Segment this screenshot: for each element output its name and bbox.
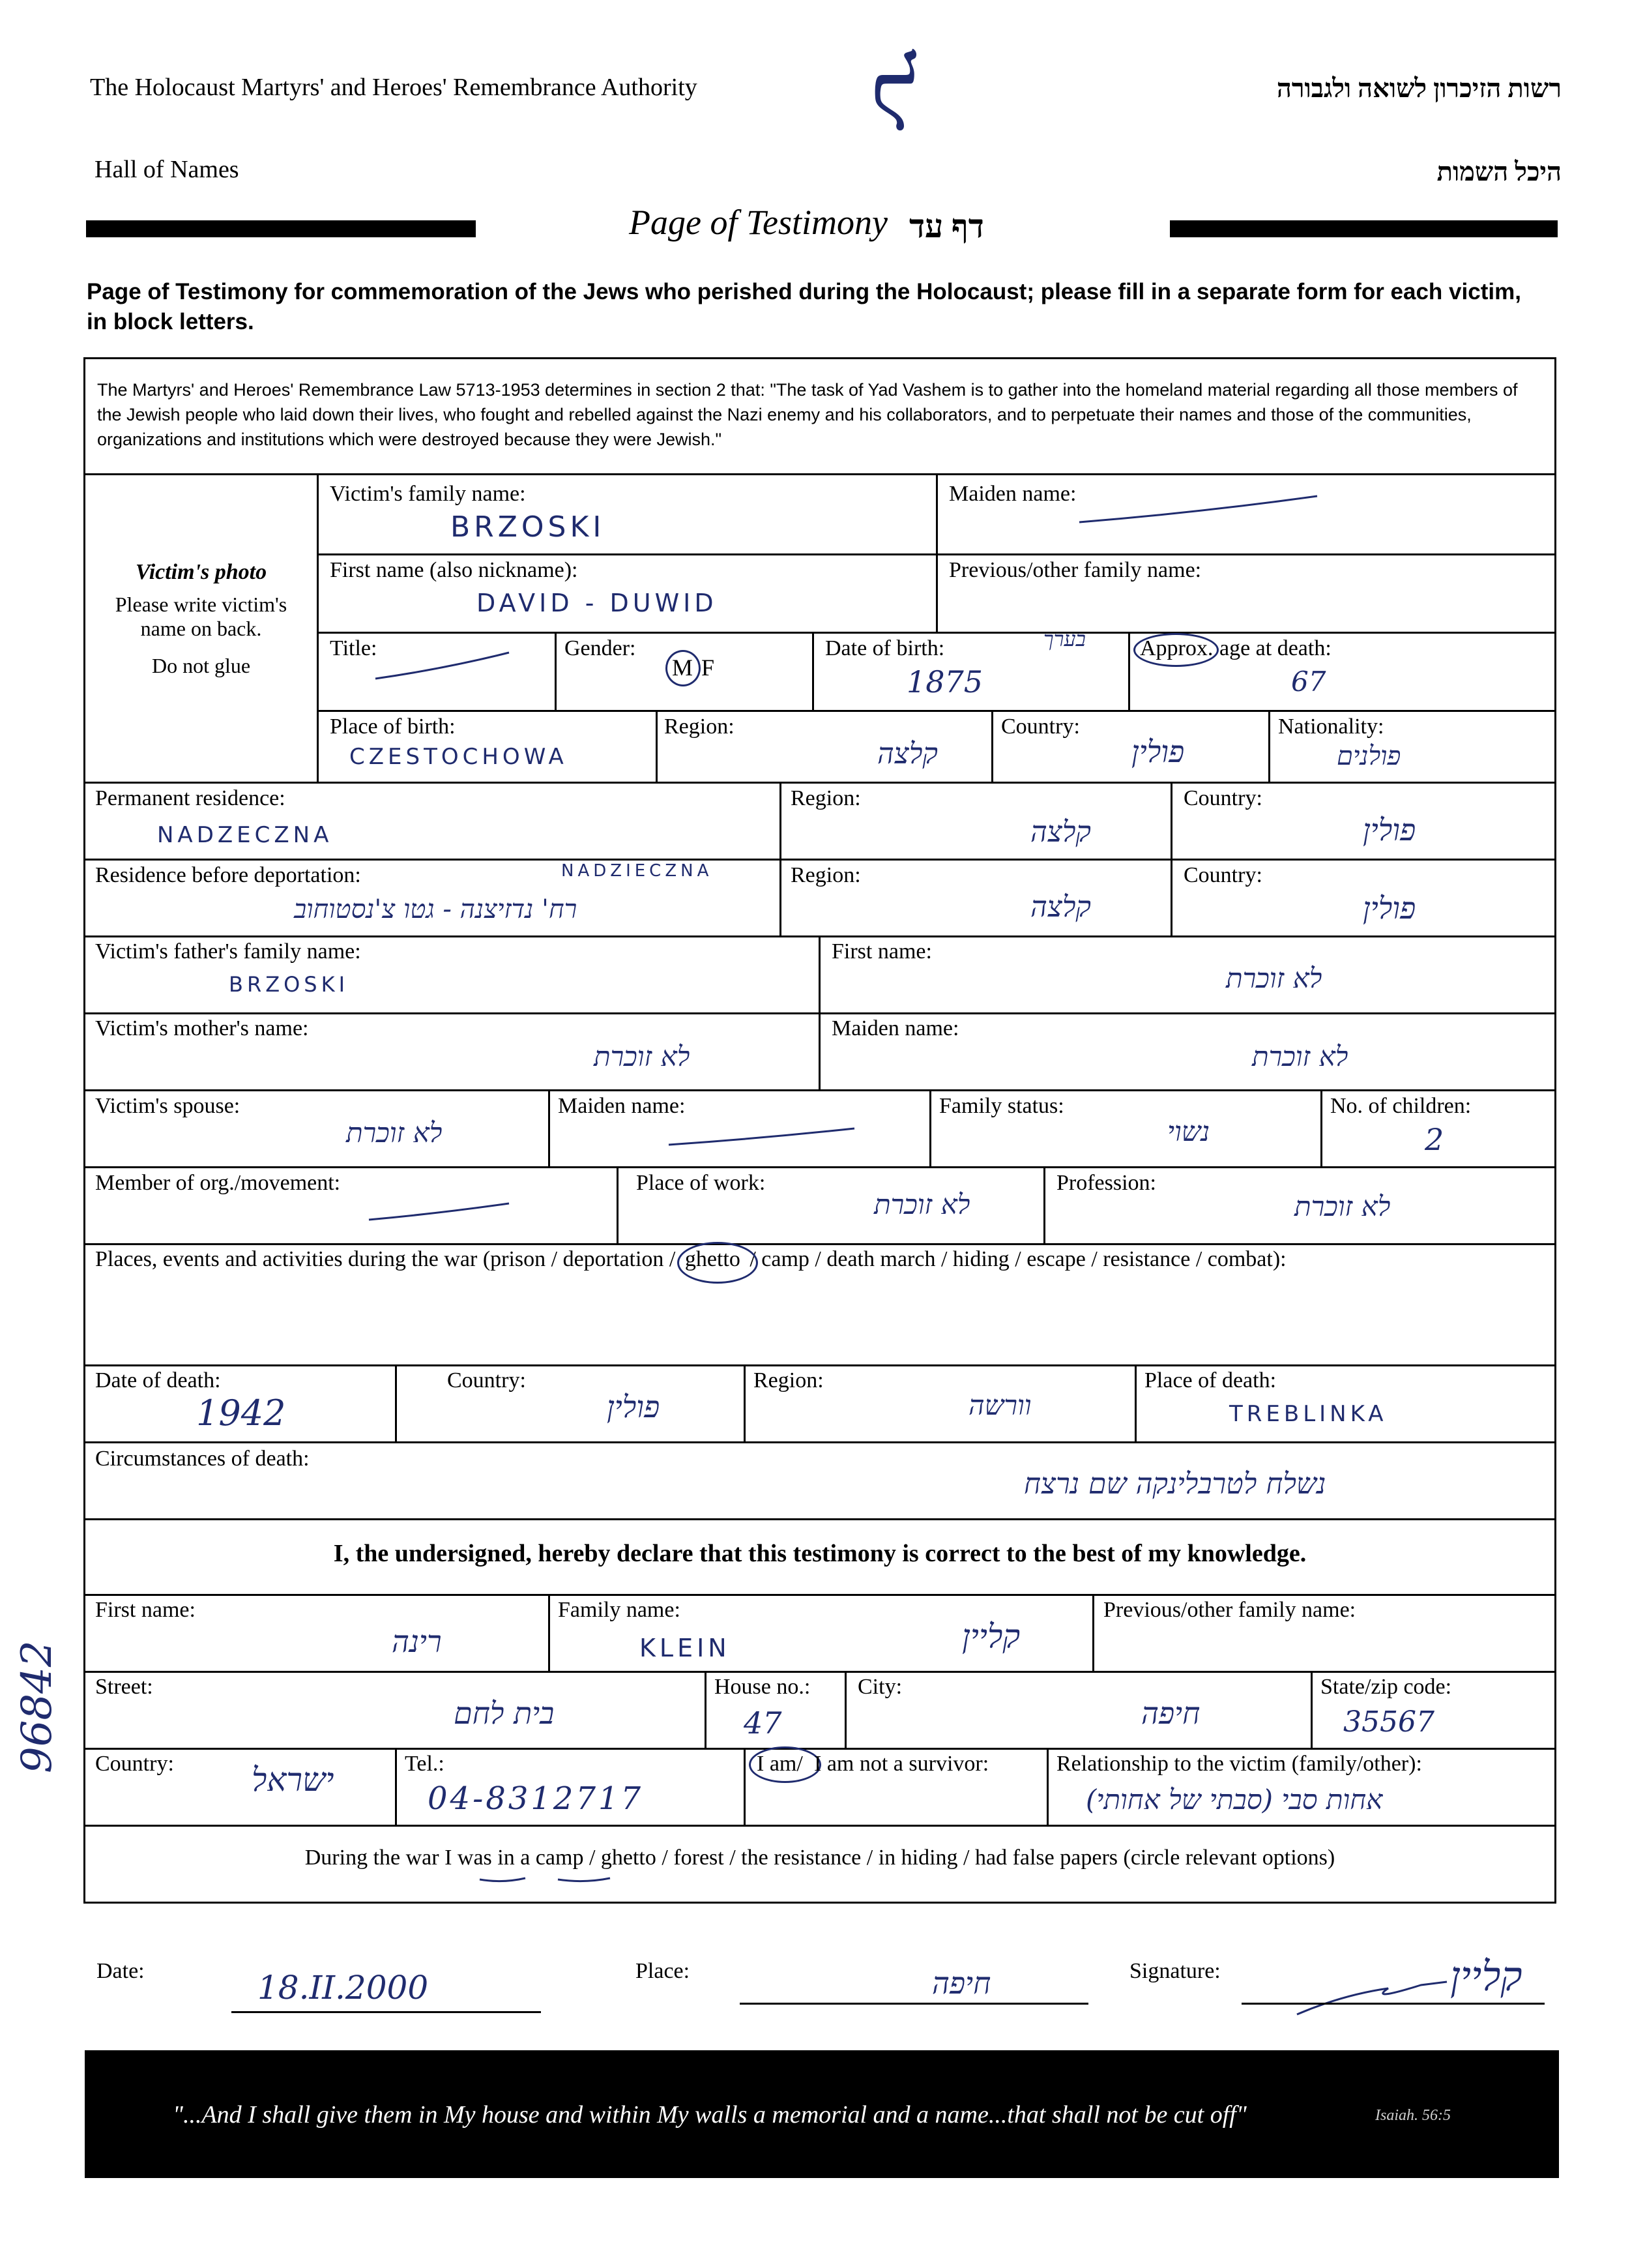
page-title-he: דף עד: [909, 208, 984, 244]
victim-photo-area: [85, 475, 317, 782]
gender-m-circle: [665, 650, 701, 686]
camp-ghetto-underline: [476, 1873, 620, 1886]
perm-region-label: Region:: [791, 786, 861, 810]
places-ghetto-text: ghetto: [684, 1247, 740, 1271]
hall-of-names-en: Hall of Names: [95, 156, 239, 183]
profession-value[interactable]: לא זוכרת: [1294, 1190, 1391, 1222]
prev-family-name-label: Previous/other family name:: [949, 558, 1202, 582]
place-of-death-label: Place of death:: [1144, 1368, 1277, 1392]
gender-m[interactable]: M: [672, 655, 693, 681]
page-title-en: Page of Testimony: [629, 203, 888, 242]
places-label-part-a: Places, events and activities during the war (prison / deportation /: [95, 1247, 676, 1271]
mother-label: Victim's mother's name:: [95, 1016, 309, 1040]
approx-label: Approx.: [1140, 636, 1214, 660]
father-family-value[interactable]: BRZOSKI: [229, 972, 349, 997]
submitter-family-he[interactable]: קליין: [962, 1617, 1021, 1655]
res-country-label: Country:: [1184, 863, 1262, 887]
relationship-label: Relationship to the victim (family/other):: [1056, 1752, 1422, 1776]
father-first-value[interactable]: לא זוכרת: [1226, 962, 1322, 994]
approx-circle: [1133, 633, 1219, 667]
spouse-maiden-dash: [665, 1119, 861, 1151]
places-label-part-b: / camp / death march / hiding / escape / resistance / combat):: [750, 1247, 1287, 1271]
handwritten-mark: ל: [870, 39, 916, 153]
zip-value[interactable]: 35567: [1343, 1705, 1434, 1739]
city-value[interactable]: חיפה: [1141, 1696, 1201, 1731]
dob-note: בערך: [1043, 626, 1086, 651]
date-of-death-value[interactable]: 1942: [196, 1392, 286, 1434]
submitter-prev-family-label: Previous/other family name:: [1103, 1598, 1356, 1622]
circumstances-label: Circumstances of death:: [95, 1447, 310, 1471]
nationality-value[interactable]: פולנים: [1337, 741, 1401, 771]
house-no-value[interactable]: 47: [744, 1705, 782, 1741]
survivor-label: I am not a survivor:: [814, 1752, 989, 1776]
places-during-war-label: [95, 1247, 1287, 1272]
declaration-text: I, the undersigned, hereby declare that this testimony is correct to the best of my knowledge.: [333, 1540, 1307, 1567]
death-country-value[interactable]: פולין: [607, 1389, 660, 1424]
member-dash: [366, 1194, 516, 1226]
authority-name-en: The Holocaust Martyrs' and Heroes' Remembrance Authority: [90, 74, 697, 101]
first-name-value[interactable]: DAVID - DUWID: [476, 589, 718, 617]
intro-text: Page of Testimony for commemoration of the Jews who perished during the Holocaust; please fill in a separate form for each victim, in block letters.: [87, 279, 1521, 334]
signature-value[interactable]: קליין: [1450, 1952, 1522, 2000]
submitter-family-label: Family name:: [558, 1598, 680, 1622]
title-label: Title:: [330, 636, 377, 660]
age-at-death-label: age at death:: [1219, 636, 1332, 660]
perm-res-value[interactable]: NADZECZNA: [157, 822, 333, 848]
dob-label: Date of birth:: [825, 636, 945, 660]
during-war-options[interactable]: During the war I was in a camp / ghetto / forest / the resistance / in hiding / had false papers (circle relevant options): [304, 1846, 1335, 1870]
gender-f[interactable]: F: [701, 655, 715, 681]
submitter-first-value[interactable]: רינה: [392, 1624, 442, 1659]
family-name-label: Victim's family name:: [330, 482, 526, 506]
spouse-maiden-label: Maiden name:: [558, 1094, 686, 1118]
title-dash: [372, 646, 516, 685]
spouse-label: Victim's spouse:: [95, 1094, 240, 1118]
tel-label: Tel.:: [405, 1752, 444, 1776]
i-am-circle: [749, 1746, 821, 1783]
side-stamp-number: 96842: [13, 1640, 61, 1773]
street-value[interactable]: בית לחם: [454, 1696, 555, 1731]
res-before-label: Residence before deportation:: [95, 863, 361, 887]
place-of-work-value[interactable]: לא זוכרת: [874, 1188, 970, 1220]
signature-label: Signature:: [1129, 1959, 1221, 1983]
submitter-family-latin[interactable]: KLEIN: [639, 1634, 731, 1662]
place-of-death-value[interactable]: TREBLINKA: [1229, 1401, 1388, 1427]
first-name-label: First name (also nickname):: [330, 558, 578, 582]
death-region-value[interactable]: וורשה: [968, 1389, 1032, 1421]
perm-country-value[interactable]: פולין: [1363, 812, 1416, 847]
relationship-value[interactable]: אחות סבי (סבתי של אחותי): [1086, 1784, 1383, 1816]
photo-instruction-3: Do not glue: [151, 654, 251, 677]
res-before-he[interactable]: רח' נדזיצנה - גטו צ'נסטוחוב: [294, 894, 577, 924]
footer-reference: Isaiah. 56:5: [1375, 2107, 1451, 2124]
date-value[interactable]: 18.II.2000: [257, 1969, 429, 2007]
house-no-label: House no.:: [714, 1675, 811, 1699]
pob-country-value[interactable]: פולין: [1131, 734, 1185, 769]
ghetto-circle: [677, 1242, 758, 1284]
res-region-value[interactable]: קלצה: [1030, 891, 1091, 924]
father-first-label: First name:: [832, 939, 932, 964]
member-label: Member of org./movement:: [95, 1171, 341, 1195]
pob-country-label: Country:: [1001, 714, 1080, 739]
title-bar-right: [1170, 220, 1558, 237]
res-region-label: Region:: [791, 863, 861, 887]
title-bar-left: [86, 220, 476, 237]
pob-label: Place of birth:: [330, 714, 456, 739]
date-of-death-label: Date of death:: [95, 1368, 221, 1392]
mother-maiden-label: Maiden name:: [832, 1016, 959, 1040]
family-name-value[interactable]: BRZOSKI: [450, 510, 605, 544]
age-at-death-value[interactable]: 67: [1291, 666, 1326, 698]
authority-name-he: רשות הזיכרון לשואה ולגבורה: [1276, 74, 1562, 103]
photo-instruction-1: Please write victim's: [115, 593, 287, 616]
children-label: No. of children:: [1330, 1094, 1472, 1118]
mother-maiden-value[interactable]: לא זוכרת: [1252, 1040, 1348, 1072]
perm-country-label: Country:: [1184, 786, 1262, 810]
law-text: The Martyrs' and Heroes' Remembrance Law 5713-1953 determines in section 2 that: "The task of Yad Vashem is to gather into the homeland material regarding all those members of the Jewish people who laid down their lives, who fought and rebelled against the Nazi enemy and his collaborators, and to perpetuate their names and those of the communities, organizations and institutions which were destroyed because they were Jewish.": [97, 380, 1518, 449]
place-value[interactable]: חיפה: [932, 1966, 991, 2001]
death-country-label: Country:: [447, 1368, 526, 1392]
death-region-label: Region:: [753, 1368, 824, 1392]
perm-region-value[interactable]: קלצה: [1030, 816, 1091, 849]
places-ghetto-option[interactable]: [681, 1247, 744, 1272]
photo-instruction-2: name on back.: [140, 617, 262, 640]
maiden-name-dash: [1076, 490, 1324, 529]
maiden-name-label: Maiden name:: [949, 482, 1077, 506]
res-before-latin[interactable]: NADZIECZNA: [561, 861, 713, 881]
submitter-country-label: Country:: [95, 1752, 174, 1776]
family-status-value[interactable]: נשוי: [1167, 1115, 1210, 1147]
photo-title: Victim's photo: [135, 560, 267, 584]
pob-value[interactable]: CZESTOCHOWA: [349, 744, 568, 770]
children-value[interactable]: 2: [1425, 1122, 1444, 1157]
date-label: Date:: [96, 1959, 145, 1983]
family-status-label: Family status:: [939, 1094, 1064, 1118]
profession-label: Profession:: [1056, 1171, 1156, 1195]
res-country-value[interactable]: פולין: [1363, 891, 1416, 926]
pob-region-label: Region:: [664, 714, 735, 739]
testimony-form: [83, 357, 1556, 1904]
tel-value[interactable]: 04-8312717: [428, 1780, 644, 1817]
perm-res-label: Permanent residence:: [95, 786, 285, 810]
zip-label: State/zip code:: [1320, 1675, 1452, 1699]
place-label: Place:: [635, 1959, 690, 1983]
submitter-country-value[interactable]: ישראל: [252, 1761, 334, 1799]
father-family-label: Victim's father's family name:: [95, 939, 361, 964]
pob-region-value[interactable]: קלצה: [877, 737, 938, 771]
dob-value[interactable]: 1875: [907, 664, 983, 700]
submitter-first-label: First name:: [95, 1598, 196, 1622]
spouse-value[interactable]: לא זוכרת: [346, 1117, 443, 1149]
circumstances-value[interactable]: נשלח לטרבלינקה שם נרצח: [1024, 1467, 1326, 1501]
i-am-option[interactable]: I am/: [757, 1752, 803, 1776]
hall-of-names-he: היכל השמות: [1436, 157, 1562, 186]
signature-scribble: [1290, 1975, 1460, 2021]
gender-label: Gender:: [564, 636, 636, 660]
place-of-work-label: Place of work:: [636, 1171, 766, 1195]
city-label: City:: [858, 1675, 903, 1699]
nationality-label: Nationality:: [1278, 714, 1384, 739]
street-label: Street:: [95, 1675, 153, 1699]
mother-value[interactable]: לא זוכרת: [594, 1040, 690, 1072]
footer-quote: "...And I shall give them in My house and within My walls a memorial and a name...that shall not be cut off": [173, 2101, 1247, 2128]
